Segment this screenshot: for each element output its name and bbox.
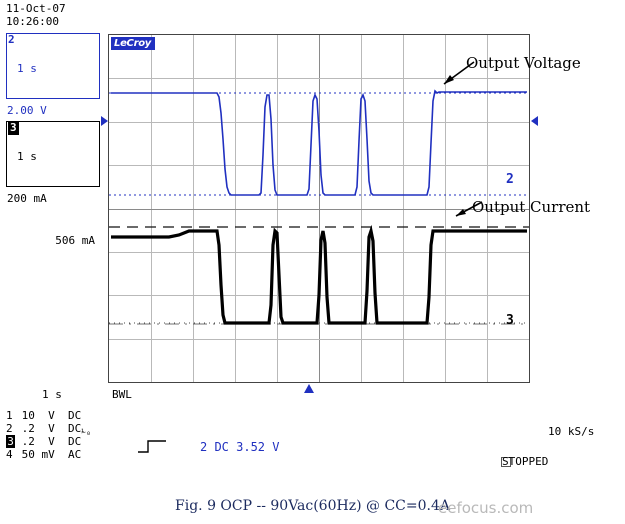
watermark: eefocus.com <box>438 499 534 517</box>
output-current-label: Output Current <box>472 198 591 216</box>
channel-2-position-marker-left[interactable] <box>101 116 108 126</box>
trigger-position-marker[interactable] <box>304 384 314 393</box>
trace-label-channel-2: 2 <box>506 172 514 187</box>
sample-rate-readout: 10 kS/s <box>548 425 595 438</box>
output-voltage-label: Output Voltage <box>466 54 581 72</box>
channel-coupling: DC <box>68 422 82 435</box>
channel-number: 3 <box>7 435 14 448</box>
channel-2-info-box[interactable] <box>6 33 100 117</box>
acquisition-state-label: STOPPED <box>502 455 549 468</box>
output-current-trace <box>111 231 527 323</box>
timebase-readout[interactable]: 1 s <box>42 388 62 401</box>
table-row[interactable] <box>6 435 91 448</box>
channel-scale: .2 V <box>21 435 55 448</box>
channel-3-readouts <box>7 108 99 277</box>
channel-number: 4 <box>6 448 13 461</box>
channel-scale: 50 mV <box>21 448 55 461</box>
channel-scale: 10 V <box>21 409 55 422</box>
channel-2-scale: 2.00 V <box>7 104 47 117</box>
trigger-readout[interactable]: 2 DC 3.52 V <box>200 440 280 454</box>
channel-number: 1 <box>6 409 13 422</box>
channel-number: 2 <box>6 422 13 435</box>
acquisition-timestamp <box>6 2 66 28</box>
channel-2-tag: 2 <box>8 33 15 46</box>
channel-2-position-marker-right[interactable] <box>531 116 538 126</box>
table-row[interactable] <box>6 448 91 461</box>
output-voltage-trace <box>111 91 527 195</box>
acquisition-date: 11-Oct-07 <box>6 2 66 15</box>
channel-coupling: AC <box>68 448 82 461</box>
channel-3-tag: 3 <box>10 121 17 134</box>
channel-coupling: DC <box>68 409 82 422</box>
channel-3-offset: 506 mA <box>55 234 95 247</box>
acquisition-time: 10:26:00 <box>6 15 59 28</box>
table-row[interactable] <box>6 422 91 438</box>
channel-2-sub-marker: ⅟₀ <box>81 428 91 438</box>
channel-3-info-box[interactable] <box>6 121 100 247</box>
channel-settings-table <box>6 409 91 461</box>
trace-label-channel-3: 3 <box>506 313 514 328</box>
figure-caption: Fig. 9 OCP -- 90Vac(60Hz) @ CC=0.4A <box>175 498 450 514</box>
bandwidth-limit-readout[interactable]: BWL <box>112 388 132 401</box>
channel-coupling: DC <box>68 435 82 448</box>
channel-scale: .2 V <box>21 422 55 435</box>
channel-2-timebase: 1 s <box>17 62 37 75</box>
channel-3-scale: 200 mA <box>7 192 47 205</box>
lecroy-logo: LeCroy <box>111 37 155 50</box>
channel-3-timebase: 1 s <box>17 150 37 163</box>
table-row[interactable] <box>6 409 91 422</box>
trigger-slope-icon[interactable] <box>136 437 176 455</box>
